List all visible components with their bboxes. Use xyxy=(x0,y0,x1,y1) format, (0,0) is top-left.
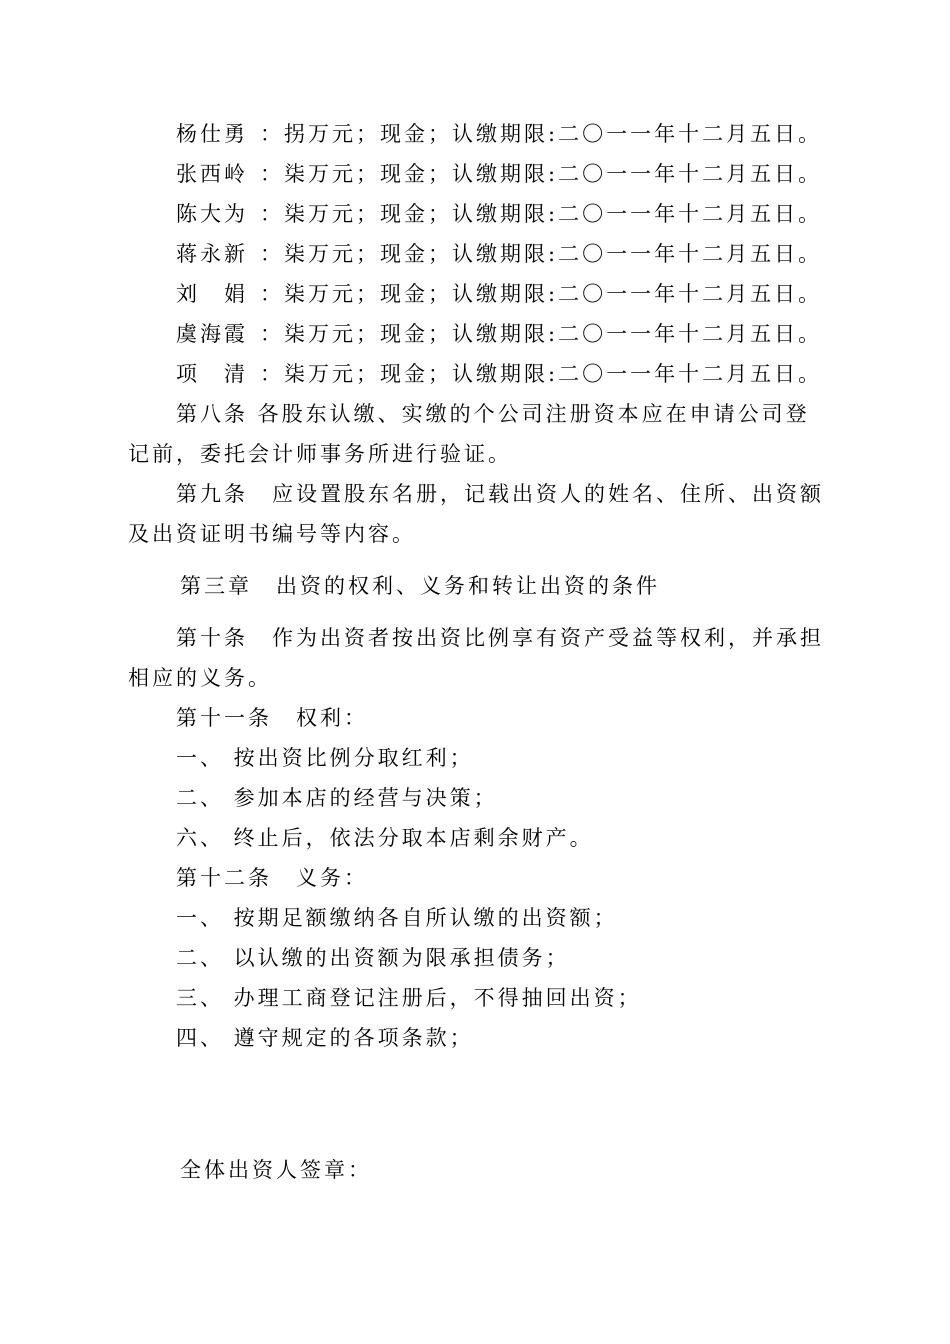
signature-label: 全体出资人签章： xyxy=(180,1158,372,1182)
article-9-line-2: 及出资证明书编号等内容。 xyxy=(128,522,416,546)
article-12-item: 四、 遵守规定的各项条款； xyxy=(176,1026,474,1050)
investor-name: 项 清 xyxy=(176,362,248,386)
investor-detail: ：柒万元；现金；认缴期限:二〇一一年十二月五日。 xyxy=(260,242,823,266)
investor-row xyxy=(176,280,822,308)
investor-name: 蒋永新 xyxy=(176,242,248,266)
article-11-item: 六、 终止后，依法分取本店剩余财产。 xyxy=(176,826,594,850)
investor-detail: ：柒万元；现金；认缴期限:二〇一一年十二月五日。 xyxy=(260,162,823,186)
investor-name: 张西岭 xyxy=(176,162,248,186)
investor-detail: ：柒万元；现金；认缴期限:二〇一一年十二月五日。 xyxy=(260,362,823,386)
article-12-item: 二、 以认缴的出资额为限承担债务； xyxy=(176,946,570,970)
chapter-3-heading: 第三章 出资的权利、义务和转让出资的条件 xyxy=(180,574,660,598)
article-12-item: 一、 按期足额缴纳各自所认缴的出资额； xyxy=(176,906,618,930)
article-10-line-1: 第十条 作为出资者按出资比例享有资产受益等权利，并承担 xyxy=(176,626,824,650)
investor-name: 虞海霞 xyxy=(176,322,248,346)
article-9-line-1: 第九条 应设置股东名册，记载出资人的姓名、住所、出资额 xyxy=(176,482,824,506)
article-12-title: 第十二条 义务： xyxy=(176,866,368,890)
investor-row xyxy=(176,360,822,388)
article-10-line-2: 相应的义务。 xyxy=(128,666,272,690)
investor-row xyxy=(176,240,822,268)
investor-row xyxy=(176,200,822,228)
article-8-line-1: 第八条 各股东认缴、实缴的个公司注册资本应在申请公司登 xyxy=(176,402,810,426)
article-11-item: 一、 按出资比例分取红利； xyxy=(176,746,474,770)
investor-row xyxy=(176,320,822,348)
investor-detail: ：柒万元；现金；认缴期限:二〇一一年十二月五日。 xyxy=(260,202,823,226)
article-12-item: 三、 办理工商登记注册后，不得抽回出资； xyxy=(176,986,642,1010)
investor-name: 陈大为 xyxy=(176,202,248,226)
investor-name: 杨仕勇 xyxy=(176,122,248,146)
investor-row xyxy=(176,160,822,188)
investor-detail: ：柒万元；现金；认缴期限:二〇一一年十二月五日。 xyxy=(260,282,823,306)
investor-detail: ：拐万元；现金；认缴期限:二〇一一年十二月五日。 xyxy=(260,122,823,146)
article-8-line-2: 记前，委托会计师事务所进行验证。 xyxy=(128,442,512,466)
investor-name: 刘 娟 xyxy=(176,282,248,306)
article-11-title: 第十一条 权利： xyxy=(176,706,368,730)
article-11-item: 二、 参加本店的经营与决策； xyxy=(176,786,498,810)
investor-row xyxy=(176,120,822,148)
investor-detail: ：柒万元；现金；认缴期限:二〇一一年十二月五日。 xyxy=(260,322,823,346)
